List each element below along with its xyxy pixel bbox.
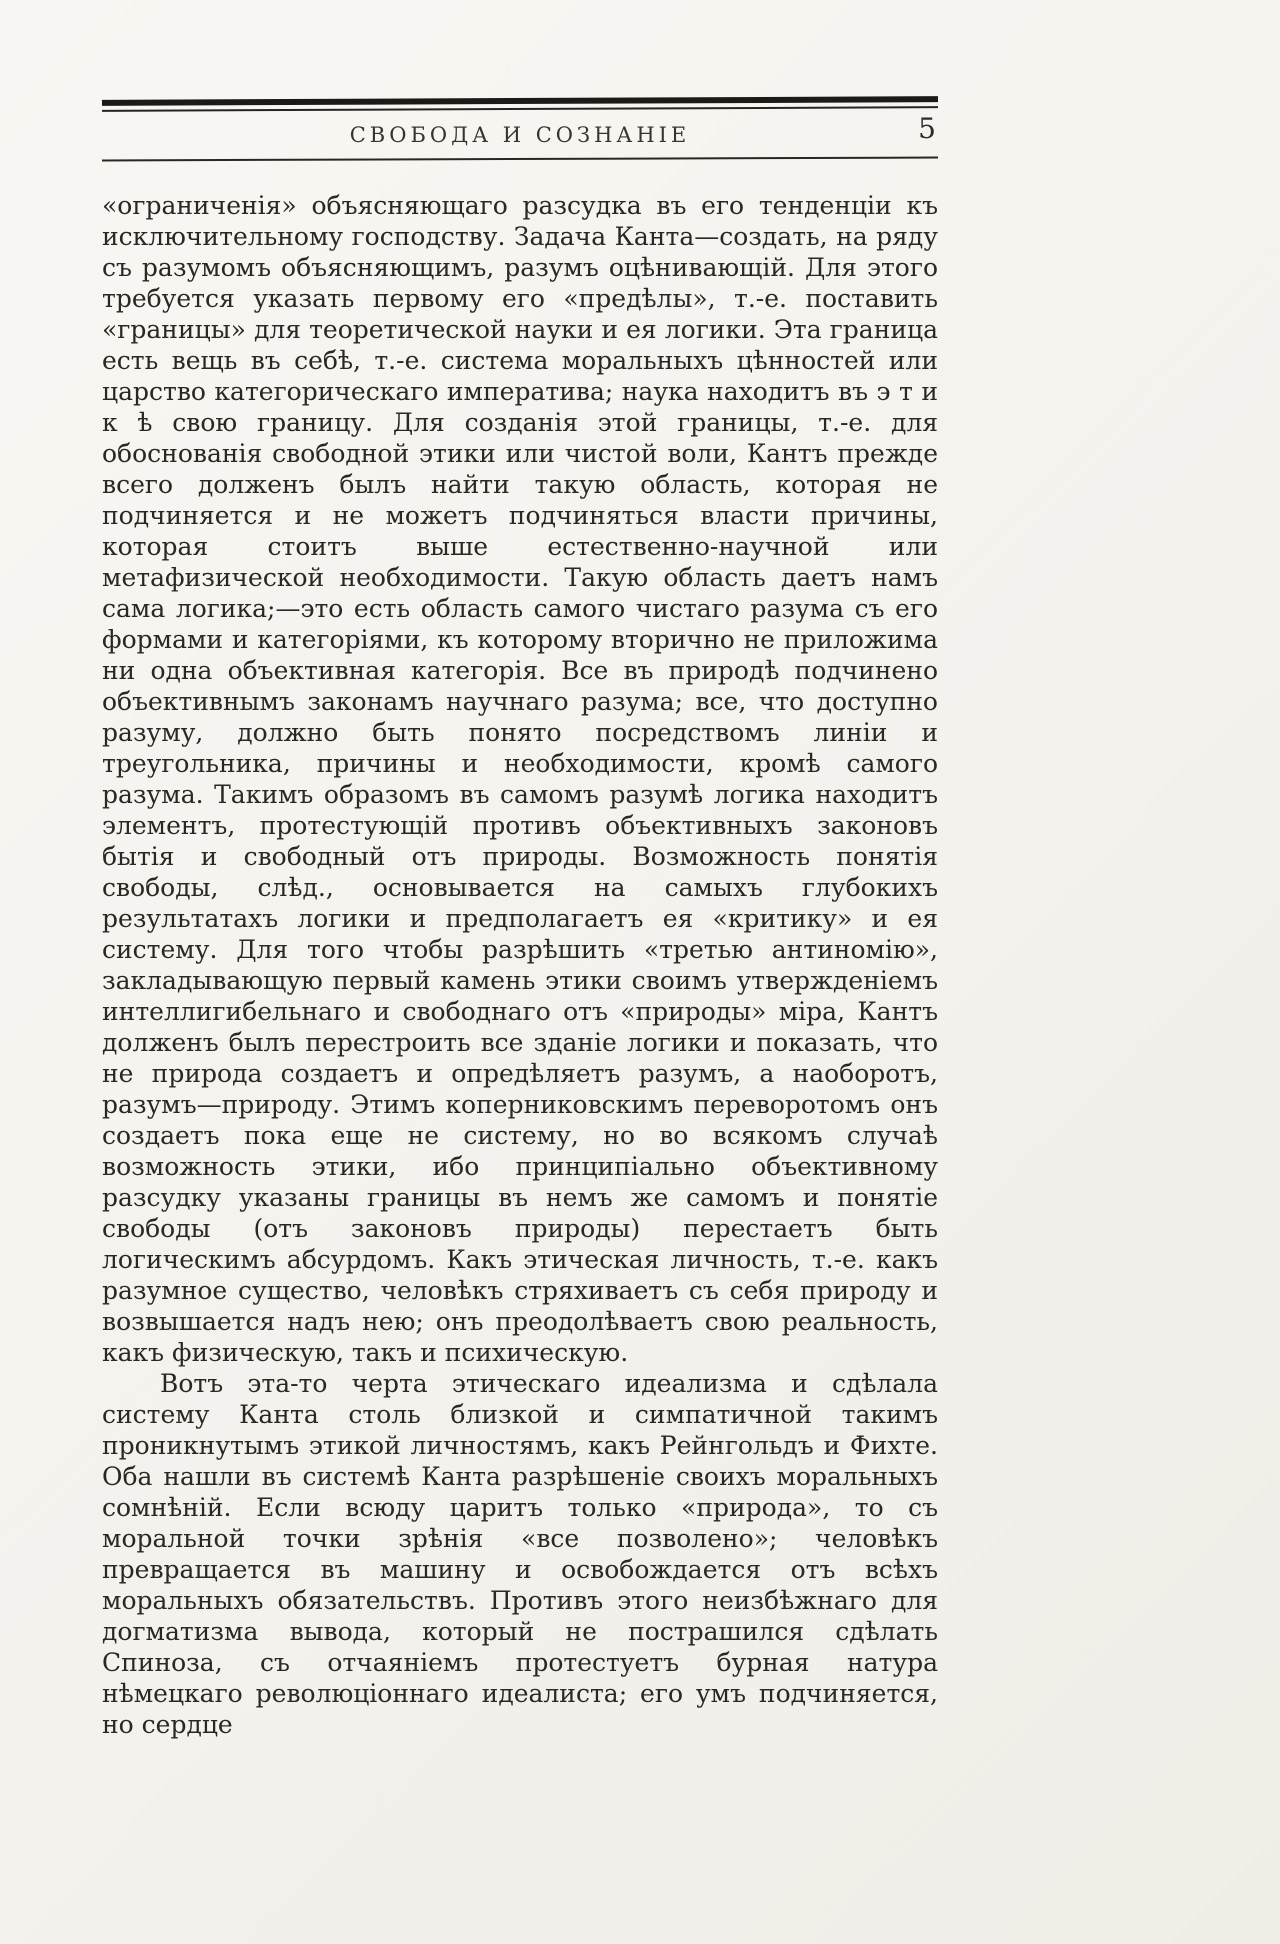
paragraph-1: «ограниченія» объясняющаго разсудка въ его тенденціи къ исключительному господству. Задача Канта—создать, на ряду съ разумомъ объясняющимъ, разумъ оцѣнивающій. Для этого требуется указать первому его «предѣлы», т.-е. поставить «границы» для теоретической науки и ея логики. Эта граница есть вещь въ себѣ, т.-е. система моральныхъ цѣнностей или царство категорическаго императива; наука находитъ въ э т и к ѣ свою границу. Для созданія этой границы, т.-е. для обоснованія свободной этики или чистой воли, Кантъ прежде всего долженъ былъ найти такую область, которая не подчиняется и не можетъ подчиняться власти причины, которая стоитъ выше естественно-научной или метафизической необходимости. Такую область даетъ намъ сама логика;—это есть область самого чистаго разума съ его формами и категоріями, къ которому вторично не приложима ни одна объективная категорія. Все въ природѣ подчинено объективнымъ законамъ научнаго разума; все, что доступно разуму, должно быть понято посредствомъ линіи и треугольника, причины и необходимости, кромѣ самого разума. Такимъ образомъ въ самомъ разумѣ логика находитъ элементъ, протестующій противъ объективныхъ законовъ бытія и свободный отъ природы. Возможность понятія свободы, слѣд., основывается на самыхъ глубокихъ результатахъ логики и предполагаетъ ея «критику» и ея систему. Для того чтобы разрѣшить «третью антиномію», закладывающую первый камень этики своимъ утвержденіемъ интеллигибельнаго и свободнаго отъ «природы» міра, Кантъ долженъ былъ перестроить все зданіе логики и показать, что не природа создаетъ и опредѣляетъ разумъ, а наоборотъ, разумъ—природу. Этимъ коперниковскимъ переворотомъ онъ создаетъ пока еще не систему, но во всякомъ случаѣ возможность этики, ибо принципіально объективному разсудку указаны границы въ немъ же самомъ и понятіе свободы (отъ законовъ природы) перестаетъ быть логическимъ абсурдомъ. Какъ этическая личность, т.-е. какъ разумное существо, человѣкъ стряхиваетъ съ себя природу и возвышается надъ нею; онъ преодолѣваетъ свою реальность, какъ физическую, такъ и психическую. <box>102 191 938 1367</box>
page-number: 5 <box>918 112 936 145</box>
running-header <box>102 98 938 160</box>
header-row <box>102 110 938 158</box>
body-text <box>102 190 938 1740</box>
paragraph-2: Вотъ эта-то черта этическаго идеализма и сдѣлала систему Канта столь близкой и симпатичной такимъ проникнутымъ этикой личностямъ, какъ Рейнгольдъ и Фихте. Оба нашли въ системѣ Канта разрѣшеніе своихъ моральныхъ сомнѣній. Если всюду царитъ только «природа», то съ моральной точки зрѣнія «все позволено»; человѣкъ превращается въ машину и освобождается отъ всѣхъ моральныхъ обязательствъ. Противъ этого неизбѣжнаго для догматизма вывода, который не пострашился сдѣлать Спиноза, съ отчаяніемъ протестуетъ бурная натура нѣмецкаго революціоннаго идеалиста; его умъ подчиняется, но сердце <box>102 1369 938 1739</box>
running-title: СВОБОДА И СОЗНАНІЕ <box>349 123 691 147</box>
